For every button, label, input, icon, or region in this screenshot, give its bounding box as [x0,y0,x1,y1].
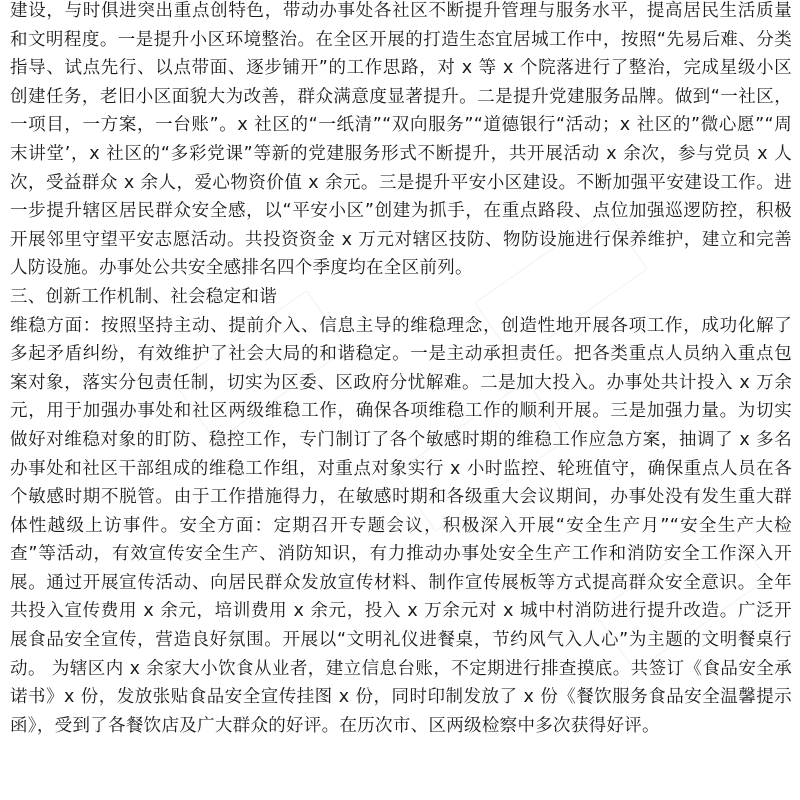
section-heading-innovation: 三、创新工作机制、社会稳定和谐 [10,286,277,307]
paragraph-stability-safety: 维稳方面：按照坚持主动、提前介入、信息主导的维稳理念，创造性地开展各项工作，成功化解了多起矛盾纠纷，有效维护了社会大局的和谐稳定。一是主动承担责任。把各类重点人员纳入重点包案对象，落实分包责任制，切实为区委、区政府分忧解难。二是加大投入。办事处共计投入 x 万余元，用于加强办事处和社区两级维稳工作，确保各项维稳工作的顺利开展。三是加强力量。为切实做好对维稳对象的盯防、稳控工作，专门制订了各个敏感时期的维稳工作应急方案，抽调了 x 多名办事处和社区干部组成的维稳工作组，对重点对象实行 x 小时监控、轮班值守，确保重点人员在各个敏感时期不脱管。由于工作措施得力，在敏感时期和各级重大会议期间，办事处没有发生重大群体性越级上访事件。安全方面：定期召开专题会议，积极深入开展“安全生产月”“安全生产大检查”等活动，有效宣传安全生产、消防知识，有力推动办事处安全生产工作和消防安全工作深入开展。通过开展宣传活动、向居民群众发放宣传材料、制作宣传展板等方式提高群众安全意识。全年共投入宣传费用 x 余元，培训费用 x 余元，投入 x 万余元对 x 城中村消防进行提升改造。广泛开展食品安全宣传，营造良好氛围。开展以“文明礼仪进餐桌，节约风气入人心”为主题的文明餐桌行动。 为辖区内 x 余家大小饮食从业者，建立信息台账，不定期进行排查摸底。共签订《食品安全承诺书》x 份，发放张贴食品安全宣传挂图 x 份，同时印制发放了 x 份《餐饮服务食品安全温馨提示函》，受到了各餐饮店及广大群众的好评。在历次市、区两级检察中多次获得好评。 [10,315,792,736]
document-body [10,0,792,740]
paragraph-environment-party-safety: 建设，与时俱进突出重点创特色，带动办事处各社区不断提升管理与服务水平，提高居民生活质量和文明程度。一是提升小区环境整治。在全区开展的打造生态宜居城工作中，按照“先易后难、分类指导、试点先行、以点带面、逐步铺开”的工作思路，对 x 等 x 个院落进行了整治，完成星级小区创建任务，老旧小区面貌大为改善，群众满意度显著提升。二是提升党建服务品牌。做到“一社区，一项目，一方案，一台账”。x 社区的“一纸清”“双向服务”“道德银行“活动；x 社区的”微心愿”“周末讲堂’，x 社区的“多彩党课”等新的党建服务形式不断提升，共开展活动 x 余次，参与党员 x 人次，受益群众 x 余人，爱心物资价值 x 余元。三是提升平安小区建设。不断加强平安建设工作。进一步提升辖区居民群众安全感，以“平安小区”创建为抓手，在重点路段、点位加强巡逻防控，积极开展邻里守望平安志愿活动。共投资资金 x 万元对辖区技防、物防设施进行保养维护，建立和完善人防设施。办事处公共安全感排名四个季度均在全区前列。 [10,1,792,279]
